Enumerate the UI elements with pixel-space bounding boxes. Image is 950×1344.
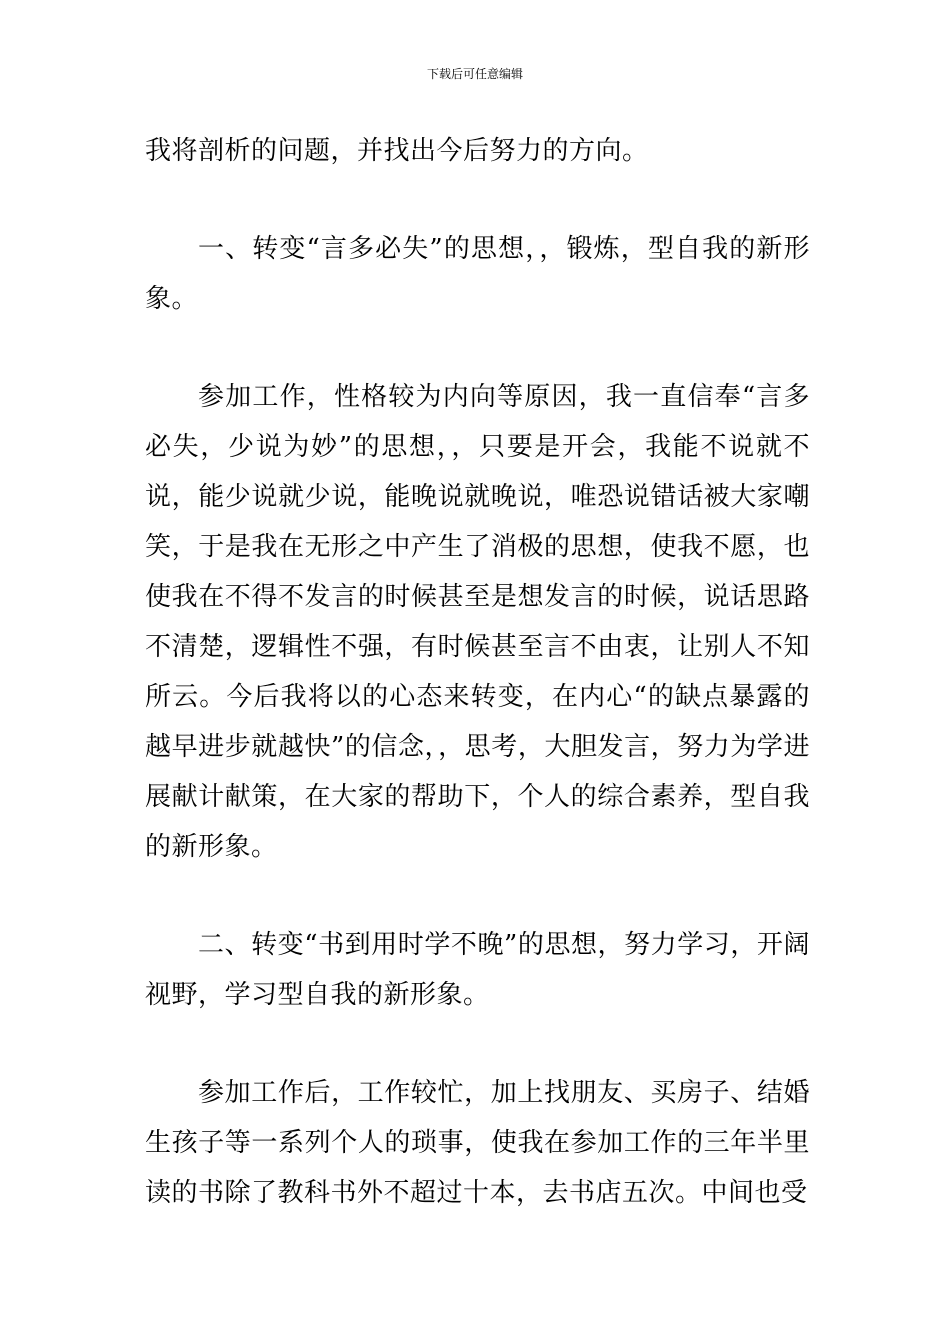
document-body [145, 126, 810, 1218]
paragraph-section-2: 参加工作后，工作较忙，加上找朋友、买房子、结婚生孩子等一系列个人的琐事，使我在参加工作的三年半里读的书除了教科书外不超过十本，去书店五次。中间也受 [145, 1078, 810, 1208]
paragraph-section-1: 参加工作，性格较为内向等原因，我一直信奉“言多必失，少说为妙”的思想，，只要是开会，我能不说就不说，能少说就少说，能晚说就晚说，唯恐说错话被大家嘲笑，于是我在无形之中产生了消极的思想，使我不愿，也使我在不得不发言的时候甚至是想发言的时候，说话思路不清楚，逻辑性不强，有时候甚至言不由衷，让别人不知所云。今后我将以的心态来转变，在内心“的缺点暴露的越早进步就越快”的信念，，思考，大胆发言，努力为学进展献计献策，在大家的帮助下，个人的综合素养，型自我的新形象。 [145, 382, 810, 862]
paragraph-intro: 我将剖析的问题，并找出今后努力的方向。 [145, 136, 649, 166]
section-heading-2: 二、转变“书到用时学不晚”的思想，努力学习，开阔视野，学习型自我的新形象。 [145, 930, 810, 1010]
section-heading-1: 一、转变“言多必失”的思想，，锻炼，型自我的新形象。 [145, 234, 810, 314]
page-header: 下载后可任意编辑 [426, 67, 523, 81]
